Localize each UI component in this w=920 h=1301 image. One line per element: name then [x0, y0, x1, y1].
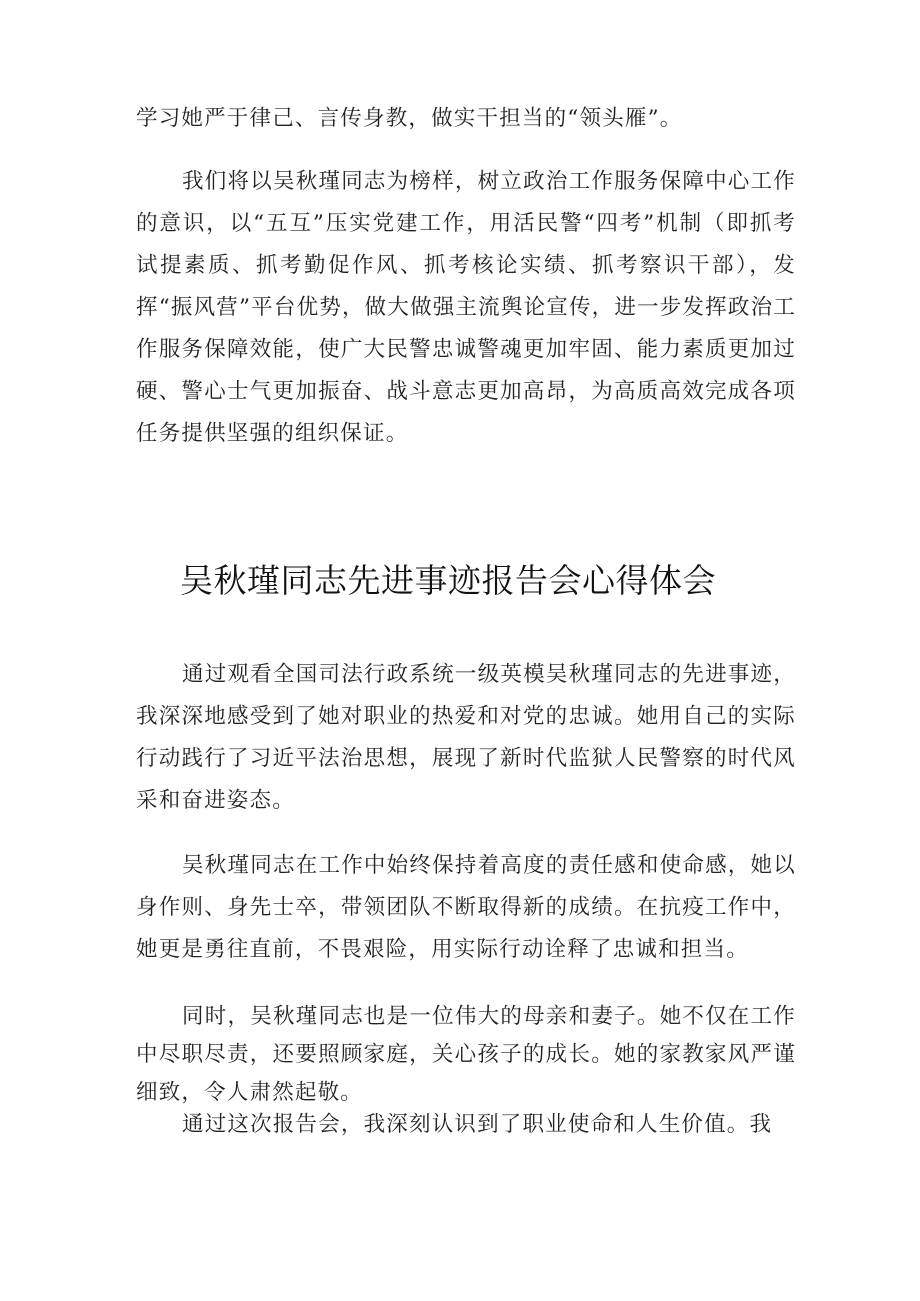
paragraph-1: 通过观看全国司法行政系统一级英模吴秋瑾同志的先进事迹，我深深地感受到了她对职业的热爱和对党的忠诚。她用自己的实际行动践行了习近平法治思想，展现了新时代监狱人民警察的时代风采和奋进姿态。 [136, 662, 796, 813]
paragraph-continuation: 学习她严于律己、言传身教，做实干担当的“领头雁”。 [136, 106, 683, 131]
paragraph-commitment: 我们将以吴秋瑾同志为榜样，树立政治工作服务保障中心工作的意识，以“五互”压实党建工作，用活民警“四考”机制（即抓考试提素质、抓考勤促作风、抓考核论实绩、抓考察识干部），发挥“振风营”平台优势，做大做强主流舆论宣传，进一步发挥政治工作服务保障效能，使广大民警忠诚警魂更加牢固、能力素质更加过硬、警心士气更加振奋、战斗意志更加高昂，为高质高效完成各项任务提供坚强的组织保证。 [136, 169, 796, 446]
paragraph-2: 吴秋瑾同志在工作中始终保持着高度的责任感和使命感，她以身作则、身先士卒，带领团队不断取得新的成绩。在抗疫工作中，她更是勇往直前，不畏艰险，用实际行动诠释了忠诚和担当。 [136, 853, 796, 962]
paragraph-3: 同时，吴秋瑾同志也是一位伟大的母亲和妻子。她不仅在工作中尽职尽责，还要照顾家庭，关心孩子的成长。她的家教家风严谨细致，令人肃然起敬。 [136, 1004, 796, 1105]
article-title: 吴秋瑾同志先进事迹报告会心得体会 [180, 561, 716, 600]
paragraph-4: 通过这次报告会，我深刻认识到了职业使命和人生价值。我 [182, 1112, 773, 1137]
